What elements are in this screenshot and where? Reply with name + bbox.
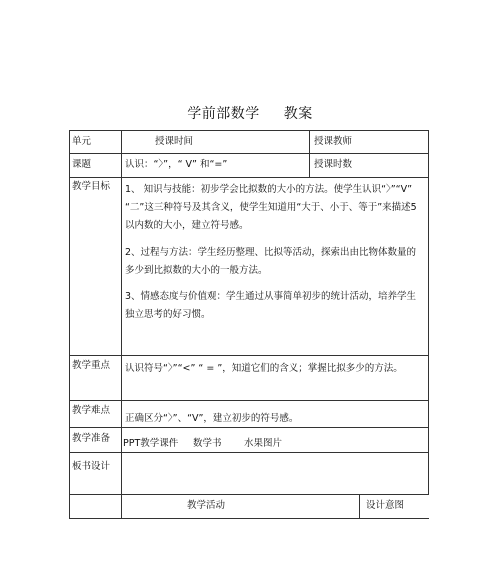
difficulty-value: 正确区分“〉”、“V”，建立初步的符号感。 — [125, 413, 299, 424]
rule-label-col — [121, 130, 122, 519]
rule-row1 — [69, 153, 429, 154]
prep-item-ppt: PPT教学课件 — [123, 438, 179, 449]
goal-1: 1、 知识与技能：初步学会比拟数的大小的方法。使学生认识“〉”“V” “二”这三种符号及其含义，使学生知道用“大于、小于、等于”来描述5以内数的大小，建立符号感。 — [125, 184, 417, 231]
prep-item-pictures: 水果图片 — [244, 438, 283, 449]
board-label: 板书设计 — [72, 461, 111, 472]
key-value: 认识符号“〉”“<” “ = ”，知道它们的含义；掌握比拟多少的方法。 — [125, 363, 403, 374]
topic-label: 课题 — [72, 159, 92, 170]
rule-row7 — [69, 494, 429, 495]
goal-3: 3、情感态度与价值观：学生通过从事简单初步的统计活动，培养学生独立思考的好习惯。 — [125, 291, 417, 320]
rule-teacher-col — [309, 130, 310, 178]
rule-row4 — [69, 400, 429, 401]
lesson-plan-table — [69, 130, 429, 518]
rule-row2 — [69, 177, 429, 178]
unit-label: 单元 — [72, 136, 92, 147]
teaching-time-label: 授课时间 — [155, 136, 194, 147]
rule-left — [69, 130, 70, 519]
teacher-label: 授课教师 — [314, 136, 353, 147]
rule-row6 — [69, 452, 429, 453]
hours-label: 授课时数 — [314, 159, 353, 170]
goal-2: 2、过程与方法：学生经历整理、比拟等活动，探索出由比物体数量的多少到比拟数的大小的一般方法。 — [125, 247, 417, 276]
rule-row3 — [69, 355, 429, 356]
prep-item-book: 数学书 — [193, 438, 222, 449]
rule-bottom — [69, 518, 429, 519]
rule-right — [428, 130, 429, 495]
rule-intent-col — [359, 494, 360, 519]
difficulty-label: 教学难点 — [72, 405, 111, 416]
key-label: 教学重点 — [72, 360, 111, 371]
topic-value: 认识：“〉”，“ V” 和“=” — [125, 159, 228, 170]
title-suffix: 教案 — [283, 106, 313, 122]
rule-top — [69, 130, 429, 131]
activity-label: 教学活动 — [187, 500, 226, 511]
title-main: 学前部数学 — [187, 106, 260, 122]
rule-row5 — [69, 427, 429, 428]
intent-label: 设计意图 — [366, 500, 405, 511]
page-title — [0, 103, 500, 123]
prep-label: 教学准备 — [72, 433, 111, 444]
goals-label: 教学目标 — [72, 181, 111, 192]
